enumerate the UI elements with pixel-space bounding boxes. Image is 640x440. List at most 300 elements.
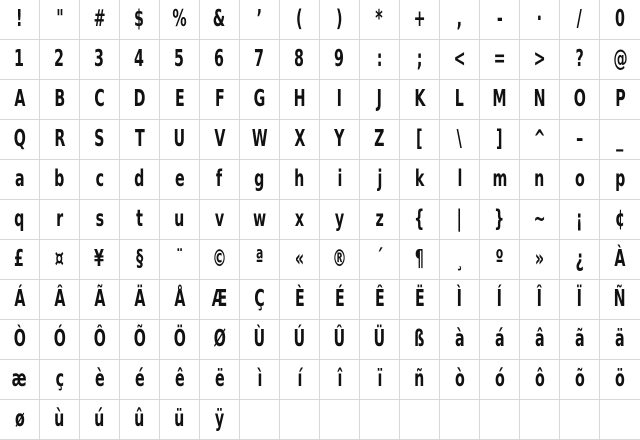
glyph-character: á: [494, 326, 505, 352]
glyph-character: Î: [536, 286, 543, 312]
glyph-cell[interactable]: [600, 40, 640, 80]
glyph-cell[interactable]: [480, 160, 520, 200]
glyph-cell[interactable]: [320, 200, 360, 240]
glyph-cell[interactable]: [40, 160, 80, 200]
glyph-cell[interactable]: [80, 80, 120, 120]
glyph-character: V: [213, 126, 226, 152]
glyph-cell[interactable]: [240, 400, 280, 440]
glyph-character: Ö: [173, 326, 186, 352]
glyph-character: r: [55, 206, 64, 232]
glyph-character: ¡: [576, 206, 583, 232]
glyph-cell[interactable]: [120, 200, 160, 240]
glyph-character: *: [375, 6, 384, 32]
glyph-cell[interactable]: [400, 360, 440, 400]
glyph-cell[interactable]: [280, 240, 320, 280]
glyph-cell[interactable]: [280, 0, 320, 40]
glyph-character: P: [614, 86, 626, 112]
glyph-cell[interactable]: [0, 400, 40, 440]
glyph-cell[interactable]: [40, 400, 80, 440]
glyph-character: ,: [456, 6, 463, 32]
glyph-cell[interactable]: [360, 200, 400, 240]
glyph-character: ¥: [94, 246, 105, 272]
glyph-cell[interactable]: [520, 280, 560, 320]
glyph-cell[interactable]: [200, 120, 240, 160]
glyph-character: ä: [615, 326, 625, 352]
glyph-character: Û: [333, 326, 346, 352]
glyph-cell[interactable]: [600, 240, 640, 280]
glyph-character: i: [337, 166, 342, 192]
glyph-character: K: [413, 86, 426, 112]
glyph-cell[interactable]: [40, 120, 80, 160]
glyph-character: ø: [14, 406, 25, 432]
glyph-cell[interactable]: [400, 200, 440, 240]
glyph-character: ©: [212, 246, 227, 272]
glyph-character: Æ: [211, 286, 228, 312]
glyph-character: ¶: [414, 246, 425, 272]
glyph-cell[interactable]: [360, 280, 400, 320]
glyph-character: ï: [377, 366, 382, 392]
glyph-cell[interactable]: [520, 200, 560, 240]
glyph-character: q: [14, 206, 25, 232]
glyph-character: É: [334, 286, 345, 312]
glyph-cell[interactable]: [440, 200, 480, 240]
glyph-cell[interactable]: [400, 240, 440, 280]
glyph-cell[interactable]: [280, 120, 320, 160]
glyph-character: u: [174, 206, 185, 232]
glyph-character: ÿ: [214, 406, 225, 432]
glyph-character: ^: [533, 126, 546, 152]
glyph-character: {: [414, 206, 425, 232]
glyph-character: Z: [374, 126, 385, 152]
glyph-cell[interactable]: [120, 240, 160, 280]
glyph-character: b: [54, 166, 65, 192]
glyph-cell[interactable]: [200, 360, 240, 400]
glyph-character: y: [334, 206, 345, 232]
glyph-cell[interactable]: [160, 40, 200, 80]
glyph-character: 9: [334, 46, 345, 72]
glyph-cell[interactable]: [200, 320, 240, 360]
glyph-character: w: [252, 206, 267, 232]
glyph-cell[interactable]: [440, 280, 480, 320]
glyph-character: ·: [536, 6, 543, 32]
glyph-character: ê: [174, 366, 185, 392]
glyph-character: Ë: [414, 286, 425, 312]
glyph-character: –: [575, 126, 584, 152]
glyph-cell[interactable]: [320, 120, 360, 160]
glyph-cell[interactable]: [320, 80, 360, 120]
glyph-character: }: [494, 206, 505, 232]
glyph-character: E: [174, 86, 185, 112]
glyph-character: ò: [454, 366, 465, 392]
glyph-character: £: [14, 246, 25, 272]
glyph-character: Õ: [133, 326, 146, 352]
glyph-cell[interactable]: [160, 240, 200, 280]
glyph-cell[interactable]: [120, 360, 160, 400]
glyph-character: N: [533, 86, 546, 112]
glyph-character: È: [294, 286, 305, 312]
glyph-cell[interactable]: [440, 40, 480, 80]
glyph-character: W: [251, 126, 268, 152]
glyph-character: ’: [256, 6, 263, 32]
glyph-cell[interactable]: [0, 0, 40, 40]
glyph-character: Ú: [293, 326, 306, 352]
glyph-cell[interactable]: [120, 40, 160, 80]
glyph-cell[interactable]: [360, 80, 400, 120]
glyph-character: h: [294, 166, 305, 192]
glyph-cell[interactable]: [160, 280, 200, 320]
glyph-cell[interactable]: [360, 240, 400, 280]
glyph-character: I: [336, 86, 343, 112]
glyph-character: M: [492, 86, 507, 112]
glyph-character: ô: [534, 366, 545, 392]
glyph-cell[interactable]: [560, 320, 600, 360]
glyph-cell[interactable]: [360, 320, 400, 360]
glyph-cell[interactable]: [520, 400, 560, 440]
glyph-character: ;: [416, 46, 423, 72]
glyph-cell[interactable]: [0, 360, 40, 400]
glyph-cell[interactable]: [400, 40, 440, 80]
glyph-cell[interactable]: [520, 160, 560, 200]
glyph-character: 3: [94, 46, 105, 72]
glyph-character: 1: [14, 46, 25, 72]
glyph-character: p: [614, 166, 626, 192]
glyph-character: =: [493, 46, 506, 72]
glyph-character: Ì: [456, 286, 463, 312]
glyph-cell[interactable]: [560, 120, 600, 160]
glyph-cell[interactable]: [160, 120, 200, 160]
glyph-character: :: [376, 46, 383, 72]
glyph-cell[interactable]: [480, 40, 520, 80]
glyph-cell[interactable]: [480, 0, 520, 40]
glyph-cell[interactable]: [400, 0, 440, 40]
glyph-character: ": [55, 6, 64, 32]
glyph-cell[interactable]: [440, 80, 480, 120]
glyph-cell[interactable]: [200, 280, 240, 320]
glyph-cell[interactable]: [320, 160, 360, 200]
glyph-cell[interactable]: [40, 80, 80, 120]
glyph-character: Ü: [373, 326, 386, 352]
glyph-cell[interactable]: [0, 280, 40, 320]
glyph-cell[interactable]: [200, 240, 240, 280]
glyph-cell[interactable]: [200, 0, 240, 40]
glyph-cell[interactable]: [280, 200, 320, 240]
glyph-cell[interactable]: [320, 280, 360, 320]
glyph-cell[interactable]: [280, 160, 320, 200]
glyph-cell[interactable]: [120, 0, 160, 40]
glyph-cell[interactable]: [560, 400, 600, 440]
glyph-cell[interactable]: [600, 160, 640, 200]
glyph-character: ]: [496, 126, 503, 152]
glyph-character: B: [54, 86, 65, 112]
glyph-cell[interactable]: [80, 120, 120, 160]
glyph-cell[interactable]: [120, 160, 160, 200]
glyph-character: G: [253, 86, 266, 112]
glyph-character: O: [573, 86, 586, 112]
glyph-character: Ø: [213, 326, 226, 352]
glyph-cell[interactable]: [320, 320, 360, 360]
glyph-cell[interactable]: [40, 360, 80, 400]
glyph-character: ç: [55, 366, 64, 392]
glyph-character: Ï: [576, 286, 583, 312]
glyph-cell[interactable]: [440, 240, 480, 280]
glyph-character: ¨: [175, 246, 184, 272]
glyph-cell[interactable]: [240, 360, 280, 400]
glyph-cell[interactable]: [80, 280, 120, 320]
glyph-cell[interactable]: [240, 320, 280, 360]
glyph-cell[interactable]: [0, 80, 40, 120]
glyph-cell[interactable]: [240, 280, 280, 320]
glyph-character: %: [172, 6, 187, 32]
glyph-character: |: [456, 206, 463, 232]
glyph-cell[interactable]: [360, 400, 400, 440]
glyph-cell[interactable]: [40, 280, 80, 320]
glyph-character: _: [616, 126, 624, 152]
glyph-character: à: [454, 326, 465, 352]
glyph-character: ß: [414, 326, 425, 352]
glyph-cell[interactable]: [120, 320, 160, 360]
glyph-cell[interactable]: [240, 200, 280, 240]
glyph-character: À: [614, 246, 626, 272]
glyph-character: ¸: [455, 246, 464, 272]
glyph-character: 4: [134, 46, 145, 72]
glyph-character: Ñ: [614, 286, 626, 312]
glyph-character: R: [54, 126, 65, 152]
glyph-cell[interactable]: [480, 320, 520, 360]
glyph-cell[interactable]: [280, 280, 320, 320]
glyph-character: @: [612, 46, 628, 72]
glyph-cell[interactable]: [280, 40, 320, 80]
glyph-character: S: [94, 126, 105, 152]
glyph-character: º: [495, 246, 504, 272]
glyph-cell[interactable]: [400, 120, 440, 160]
glyph-character: !: [16, 6, 23, 32]
glyph-cell[interactable]: [400, 320, 440, 360]
glyph-cell[interactable]: [440, 120, 480, 160]
glyph-character: /: [576, 6, 583, 32]
glyph-cell[interactable]: [480, 240, 520, 280]
glyph-cell[interactable]: [360, 360, 400, 400]
glyph-character: ì: [257, 366, 262, 392]
glyph-cell[interactable]: [120, 80, 160, 120]
glyph-cell[interactable]: [400, 280, 440, 320]
glyph-cell[interactable]: [320, 240, 360, 280]
glyph-cell[interactable]: [440, 360, 480, 400]
glyph-cell[interactable]: [600, 80, 640, 120]
glyph-cell[interactable]: [160, 320, 200, 360]
glyph-cell[interactable]: [80, 400, 120, 440]
glyph-cell[interactable]: [520, 80, 560, 120]
glyph-cell[interactable]: [120, 120, 160, 160]
glyph-cell[interactable]: [200, 200, 240, 240]
glyph-character: \: [456, 126, 463, 152]
glyph-character: L: [454, 86, 465, 112]
glyph-character: -: [496, 6, 503, 32]
glyph-character: ü: [174, 406, 185, 432]
glyph-cell[interactable]: [0, 240, 40, 280]
glyph-cell[interactable]: [280, 320, 320, 360]
glyph-cell[interactable]: [280, 80, 320, 120]
glyph-cell[interactable]: [320, 360, 360, 400]
glyph-cell[interactable]: [80, 360, 120, 400]
glyph-character: ~: [533, 206, 546, 232]
glyph-cell[interactable]: [440, 160, 480, 200]
glyph-character: ¢: [615, 206, 625, 232]
glyph-cell[interactable]: [160, 0, 200, 40]
glyph-cell[interactable]: [0, 160, 40, 200]
glyph-cell[interactable]: [480, 360, 520, 400]
glyph-cell[interactable]: [560, 240, 600, 280]
glyph-character: Á: [13, 286, 26, 312]
glyph-cell[interactable]: [80, 200, 120, 240]
glyph-character: «: [294, 246, 305, 272]
glyph-cell[interactable]: [200, 40, 240, 80]
glyph-cell[interactable]: [160, 200, 200, 240]
glyph-character: §: [135, 246, 144, 272]
glyph-character: Â: [53, 286, 66, 312]
glyph-cell[interactable]: [320, 40, 360, 80]
glyph-cell[interactable]: [400, 80, 440, 120]
glyph-cell[interactable]: [360, 40, 400, 80]
glyph-character: ö: [615, 366, 625, 392]
glyph-cell[interactable]: [520, 360, 560, 400]
glyph-character: f: [216, 166, 223, 192]
glyph-cell[interactable]: [280, 400, 320, 440]
glyph-cell[interactable]: [80, 240, 120, 280]
glyph-cell[interactable]: [560, 80, 600, 120]
glyph-character: â: [534, 326, 545, 352]
glyph-character: (: [296, 6, 303, 32]
glyph-cell[interactable]: [40, 320, 80, 360]
glyph-character: 7: [254, 46, 265, 72]
glyph-cell[interactable]: [160, 360, 200, 400]
glyph-cell[interactable]: [320, 400, 360, 440]
glyph-cell[interactable]: [600, 200, 640, 240]
glyph-cell[interactable]: [360, 0, 400, 40]
glyph-character: d: [134, 166, 145, 192]
glyph-cell[interactable]: [440, 320, 480, 360]
glyph-character: Í: [496, 286, 503, 312]
glyph-cell[interactable]: [40, 200, 80, 240]
glyph-cell[interactable]: [200, 160, 240, 200]
glyph-cell[interactable]: [440, 400, 480, 440]
glyph-cell[interactable]: [200, 80, 240, 120]
glyph-cell[interactable]: [520, 240, 560, 280]
glyph-cell[interactable]: [240, 0, 280, 40]
glyph-character: +: [413, 6, 426, 32]
glyph-character: T: [134, 126, 145, 152]
glyph-cell[interactable]: [600, 0, 640, 40]
glyph-cell[interactable]: [560, 360, 600, 400]
glyph-character: Ó: [53, 326, 66, 352]
glyph-cell[interactable]: [600, 320, 640, 360]
glyph-character: o: [574, 166, 585, 192]
glyph-character: û: [134, 406, 145, 432]
glyph-cell[interactable]: [40, 40, 80, 80]
glyph-cell[interactable]: [0, 40, 40, 80]
glyph-character: ¤: [54, 246, 65, 272]
glyph-cell[interactable]: [240, 120, 280, 160]
glyph-cell[interactable]: [360, 160, 400, 200]
glyph-cell[interactable]: [120, 400, 160, 440]
glyph-character: ã: [574, 326, 585, 352]
glyph-character: 0: [615, 6, 625, 32]
glyph-cell[interactable]: [80, 160, 120, 200]
glyph-character: k: [414, 166, 425, 192]
glyph-cell[interactable]: [280, 360, 320, 400]
glyph-cell[interactable]: [240, 80, 280, 120]
glyph-cell[interactable]: [560, 40, 600, 80]
glyph-cell[interactable]: [520, 40, 560, 80]
glyph-cell[interactable]: [480, 80, 520, 120]
glyph-cell[interactable]: [560, 160, 600, 200]
glyph-cell[interactable]: [0, 320, 40, 360]
glyph-cell[interactable]: [600, 280, 640, 320]
glyph-cell[interactable]: [160, 400, 200, 440]
glyph-cell[interactable]: [560, 200, 600, 240]
glyph-cell[interactable]: [560, 280, 600, 320]
glyph-cell[interactable]: [0, 200, 40, 240]
glyph-cell[interactable]: [560, 0, 600, 40]
glyph-character: ñ: [414, 366, 425, 392]
glyph-cell[interactable]: [600, 120, 640, 160]
glyph-character: Ù: [253, 326, 266, 352]
glyph-character: v: [214, 206, 225, 232]
glyph-cell[interactable]: [400, 400, 440, 440]
glyph-cell[interactable]: [80, 40, 120, 80]
glyph-cell[interactable]: [480, 120, 520, 160]
glyph-character: 8: [294, 46, 305, 72]
glyph-cell[interactable]: [200, 400, 240, 440]
glyph-cell[interactable]: [40, 240, 80, 280]
glyph-cell[interactable]: [0, 120, 40, 160]
glyph-character: &: [213, 6, 226, 32]
glyph-cell[interactable]: [240, 40, 280, 80]
glyph-cell[interactable]: [160, 160, 200, 200]
glyph-character: »: [534, 246, 545, 272]
glyph-cell[interactable]: [480, 400, 520, 440]
glyph-cell[interactable]: [80, 320, 120, 360]
glyph-character: $: [134, 6, 145, 32]
glyph-cell[interactable]: [480, 200, 520, 240]
glyph-cell[interactable]: [360, 120, 400, 160]
glyph-character: í: [297, 366, 302, 392]
glyph-character: [: [416, 126, 423, 152]
glyph-cell[interactable]: [520, 320, 560, 360]
glyph-character: Q: [13, 126, 26, 152]
glyph-character: Ä: [133, 286, 146, 312]
glyph-character: l: [457, 166, 462, 192]
glyph-cell[interactable]: [520, 120, 560, 160]
glyph-cell[interactable]: [160, 80, 200, 120]
glyph-cell[interactable]: [80, 0, 120, 40]
glyph-character: é: [134, 366, 145, 392]
glyph-cell[interactable]: [480, 280, 520, 320]
glyph-cell[interactable]: [240, 160, 280, 200]
glyph-cell[interactable]: [600, 400, 640, 440]
glyph-character: ?: [575, 46, 584, 72]
glyph-cell[interactable]: [600, 360, 640, 400]
glyph-cell[interactable]: [320, 0, 360, 40]
glyph-cell[interactable]: [40, 0, 80, 40]
glyph-character: z: [375, 206, 384, 232]
glyph-character: H: [293, 86, 306, 112]
glyph-character: Ã: [93, 286, 106, 312]
glyph-cell[interactable]: [400, 160, 440, 200]
glyph-cell[interactable]: [240, 240, 280, 280]
glyph-cell[interactable]: [120, 280, 160, 320]
glyph-cell[interactable]: [520, 0, 560, 40]
glyph-cell[interactable]: [440, 0, 480, 40]
